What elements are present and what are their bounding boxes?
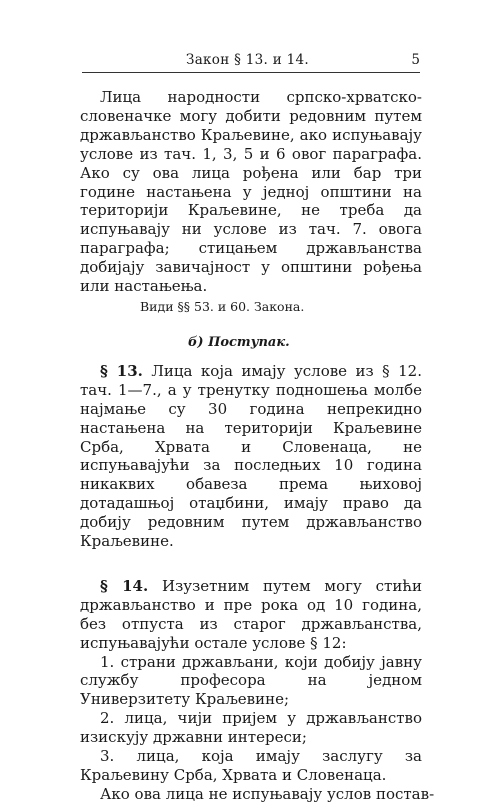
subheading-procedure: б) Поступак. xyxy=(188,334,290,350)
header-rule xyxy=(82,72,420,73)
section-13-marker: § 13. xyxy=(100,361,143,380)
section-14-item-1: 1. страни држављани, који добију јавну службу професора на једном Универзитету Краљевине; xyxy=(80,652,422,709)
see-also-reference: Види §§ 53. и 60. Закона. xyxy=(140,298,305,314)
section-13 xyxy=(80,362,422,551)
page-number: 5 xyxy=(411,52,420,68)
section-13-text: Лица која имају услове из § 12. тач. 1—7., а у тренутку подношења молбе најмање су 30 година непрекидно настањена на територији Краљевине Срба, Хрвата и Словенаца, не испуњавајући за последњих 10 година никаквих обавеза према њиховој дотадашњој отаџбини, имају право да добију редовним путем држављанство Краљевине. xyxy=(80,361,422,551)
section-14-marker: § 14. xyxy=(100,576,149,595)
running-title: Закон § 13. и 14. xyxy=(186,52,309,68)
page-body xyxy=(80,88,435,804)
section-14-item-2: 2. лица, чији пријем у држављанство изискују државни интереси; xyxy=(80,709,422,747)
paragraph-nationality: Лица народности српско-хрватско-словеначке могу добити редовним путем држављанство Краљевине, ако испуњавају услове из тач. 1, 3, 5 и 6 овог параграфа. Ако су ова лица рођена или бар три године настањена у једној општини на територији Краљевине, не треба да испуњавају ни услове из тач. 7. овога параграфа; стицањем држављанства добијају завичајност у општини рођења или настањења. xyxy=(80,88,422,296)
section-14 xyxy=(80,577,422,653)
section-14-item-3: 3. лица, која имају заслугу за Краљевину Срба, Хрвата и Словенаца. xyxy=(80,747,422,784)
section-gap xyxy=(80,551,422,577)
section-14-closing: Ако ова лица не испуњавају услов постав- xyxy=(100,784,435,803)
page-header xyxy=(90,52,420,72)
section-14-text: Изузетним путем могу стићи држављанство и пре рока од 10 година, без отпуста из старог држављанства, испуњавајући остале услове § 12: xyxy=(80,576,422,652)
